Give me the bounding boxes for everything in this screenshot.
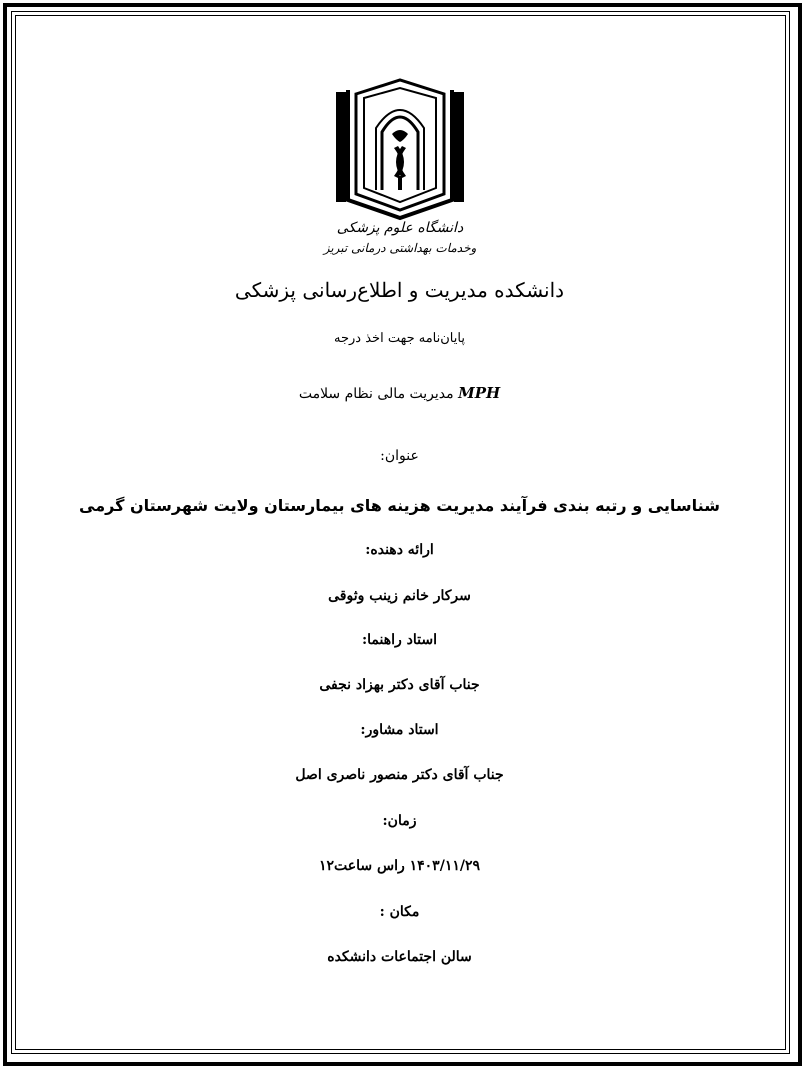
degree-line	[16, 384, 783, 402]
university-logo-icon	[323, 72, 477, 256]
defense-place: سالن اجتماعات دانشکده	[327, 949, 472, 965]
presenter-name: سرکار خانم زینب وثوقی	[328, 588, 471, 604]
title-label: عنوان:	[380, 448, 419, 464]
advisor-label: استاد مشاور:	[360, 722, 439, 738]
thesis-cover-page	[16, 16, 783, 1047]
advisor-name: جناب آقای دکتر منصور ناصری اصل	[295, 767, 504, 783]
time-label: زمان:	[382, 813, 417, 829]
degree-code: MPH	[458, 384, 501, 402]
place-label: مکان :	[379, 904, 420, 920]
supervisor-label: استاد راهنما:	[361, 632, 437, 648]
thesis-degree-line: پایان‌نامه جهت اخذ درجه	[334, 331, 465, 346]
presenter-label: ارائه دهنده:	[365, 542, 434, 558]
logo-text-line1: دانشگاه علوم پزشکی	[336, 220, 464, 236]
logo-text-line2: وخدمات بهداشتی درمانی تبریز	[323, 241, 477, 255]
defense-time: ۱۴۰۳/۱۱/۲۹ راس ساعت۱۲	[318, 858, 481, 874]
faculty-name: دانشکده مدیریت و اطلاع‌رسانی پزشکی	[234, 278, 565, 302]
supervisor-name: جناب آقای دکتر بهزاد نجفی	[319, 677, 480, 693]
degree-field: مدیریت مالی نظام سلامت	[298, 386, 454, 402]
thesis-title: شناسایی و رتبه بندی فرآیند مدیریت هزینه های بیمارستان ولایت شهرستان گرمی	[79, 496, 720, 515]
